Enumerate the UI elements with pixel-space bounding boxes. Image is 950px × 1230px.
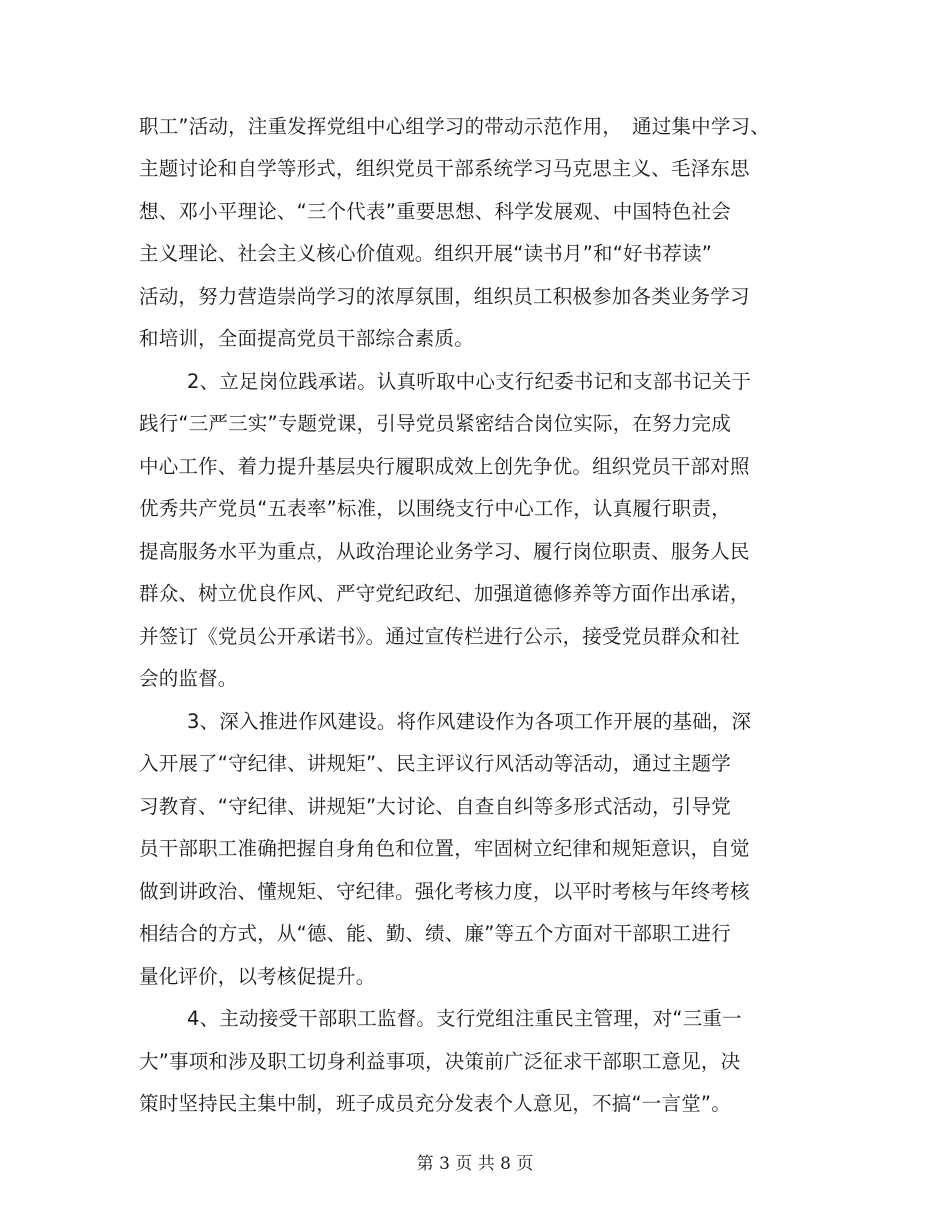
paragraph-first-line: 2、立足岗位践承诺。认真听取中心支行纪委书记和支部书记关于 [187,370,752,393]
page-number-footer: 第 3 页 共 8 页 [416,1154,534,1174]
text-line: 习教育、“守纪律、讲规矩”大讨论、自查自纠等多形式活动，引导党 [139,795,731,818]
text-line: 量化评价，以考核促提升。 [139,965,376,988]
text-line: 群众、树立优良作风、严守党纪政纪、加强道德修养等方面作出承诺， [139,582,750,605]
text-line: 和培训，全面提高党员干部综合素质。 [139,327,474,350]
text-line: 入开展了“守纪律、讲规矩”、民主评议行风活动等活动，通过主题学 [139,752,731,775]
text-line: 大”事项和涉及职工切身利益事项，决策前广泛征求干部职工意见，决 [139,1050,741,1073]
text-line: 提高服务水平为重点，从政治理论业务学习、履行岗位职责、服务人民 [139,540,750,563]
text-line: 践行“三严三实”专题党课，引导党员紧密结合岗位实际，在努力完成 [139,412,731,435]
text-line: 主题讨论和自学等形式，组织党员干部系统学习马克思主义、毛泽东思 [139,157,750,180]
text-line: 想、邓小平理论、“三个代表”重要思想、科学发展观、中国特色社会 [139,200,731,223]
text-line: 主义理论、社会主义核心价值观。组织开展“读书月”和“好书荐读” [139,242,713,265]
text-line: 做到讲政治、懂规矩、守纪律。强化考核力度，以平时考核与年终考核 [139,880,750,903]
paragraph-first-line: 4、主动接受干部职工监督。支行党组注重民主管理，对“三重一 [187,1007,742,1030]
paragraph-first-line: 3、深入推进作风建设。将作风建设作为各项工作开展的基础，深 [187,710,752,733]
text-line: 员干部职工准确把握自身角色和位置，牢固树立纪律和规矩意识，自觉 [139,837,750,860]
text-line: 相结合的方式，从“德、能、勤、绩、廉”等五个方面对干部职工进行 [139,922,731,945]
text-line: 优秀共产党员“五表率”标准，以围绕支行中心工作，认真履行职责， [139,497,731,520]
text-line: 会的监督。 [139,667,238,690]
text-line: 并签订《党员公开承诺书》。通过宣传栏进行公示，接受党员群众和社 [139,625,740,648]
text-line: 中心工作、着力提升基层央行履职成效上创先争优。组织党员干部对照 [139,455,750,478]
text-line: 活动，努力营造崇尚学习的浓厚氛围，组织员工积极参加各类业务学习 [139,285,750,308]
text-line: 职工”活动，注重发挥党组中心组学习的带动示范作用， 通过集中学习、 [139,115,770,138]
text-line: 策时坚持民主集中制，班子成员充分发表个人意见，不搞“一言堂”。 [139,1092,731,1115]
